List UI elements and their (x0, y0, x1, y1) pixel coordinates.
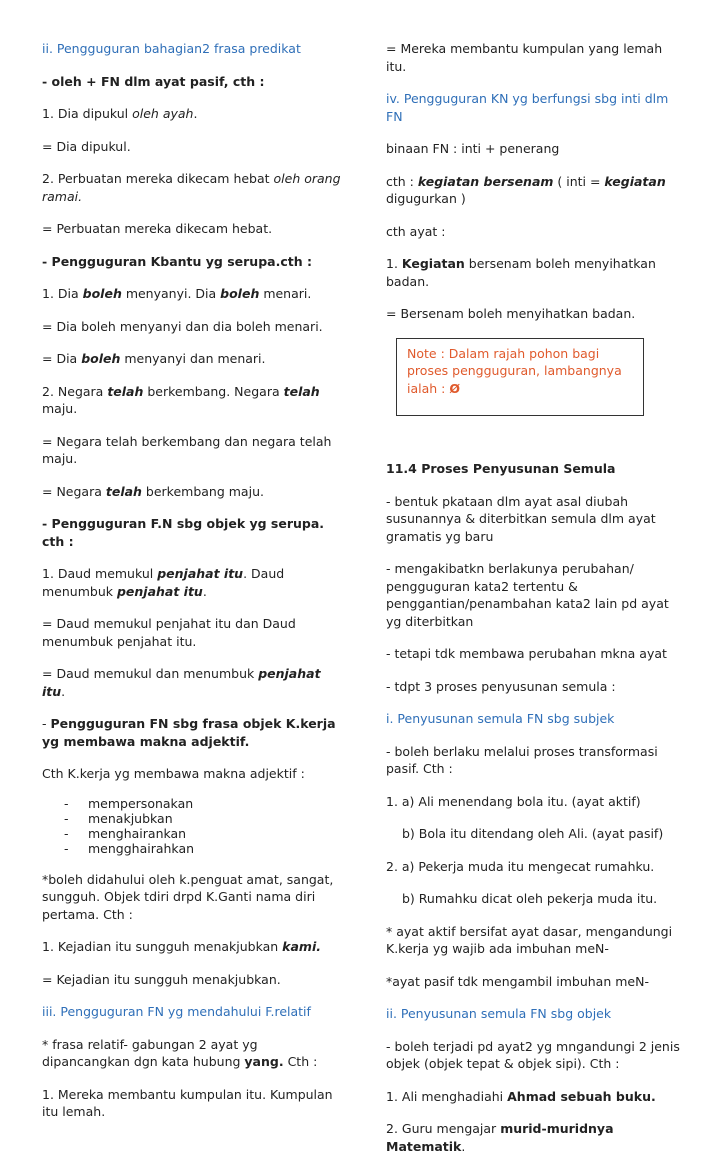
bullet-paragraph: - boleh berlaku melalui proses transformasi pasif. Cth : (386, 743, 658, 776)
list-item: - mengghairahkan (64, 841, 344, 856)
section-heading-frasa-relatif: iii. Pengguguran FN yg mendahului F.relatif (42, 1004, 311, 1019)
example-sentence: 1. Kejadian itu sungguh menakjubkan kami. (42, 939, 321, 954)
subheading-objek-kkerja: - Pengguguran FN sbg frasa objek K.kerja yg membawa makna adjektif. (42, 716, 336, 749)
bullet-paragraph: - tdpt 3 proses penyusunan semula : (386, 678, 616, 694)
example-sentence: 1. a) Ali menendang bola itu. (ayat aktif) (386, 793, 641, 809)
verb-list (42, 796, 344, 856)
list-item: - menghairankan (64, 826, 344, 841)
note-paragraph: * ayat aktif bersifat ayat dasar, mengandungi K.kerja yg wajib ada imbuhan meN- (386, 923, 673, 956)
left-column (42, 40, 344, 1121)
example-result: = Negara telah berkembang maju. (42, 483, 264, 499)
example-result: = Bersenam boleh menyihatkan badan. (386, 306, 636, 321)
bullet-paragraph: - tetapi tdk membawa perubahan mkna ayat (386, 646, 667, 661)
example-sentence: cth : kegiatan bersenam ( inti = kegiatan digugurkan ) (386, 173, 666, 206)
example-sentence: 1. Kegiatan bersenam boleh menyihatkan badan. (386, 256, 656, 289)
example-sentence: 1. Ali menghadiahi Ahmad sebuah buku. (386, 1088, 656, 1104)
bullet-paragraph: - boleh terjadi pd ayat2 yg mngandungi 2 jenis objek (objek tepat & objek sipi). Cth : (386, 1038, 680, 1071)
example-sentence: 2. Perbuatan mereka dikecam hebat oleh orang ramai. (42, 171, 341, 204)
example-result: = Daud memukul dan menumbuk penjahat itu. (42, 666, 321, 699)
section-heading-fn-subjek: i. Penyusunan semula FN sbg subjek (386, 711, 615, 726)
example-result: = Daud memukul penjahat itu dan Daud menumbuk penjahat itu. (42, 616, 296, 649)
example-sentence: 2. a) Pekerja muda itu mengecat rumahku. (386, 858, 655, 874)
section-heading-penyusunan-semula: 11.4 Proses Penyusunan Semula (386, 461, 616, 476)
list-item: - mempersonakan (64, 796, 344, 811)
example-sentence: b) Rumahku dicat oleh pekerja muda itu. (402, 891, 658, 906)
bullet-paragraph: - mengakibatkn berlakunya perubahan/ pengguguran kata2 tertentu & penggantian/penambahan kata2 lain pd ayat yg diterbitkan (386, 561, 669, 629)
example-result: = Dia boleh menyanyi dan menari. (42, 351, 266, 366)
subheading-objek-serupa: - Pengguguran F.N sbg objek yg serupa. cth : (42, 516, 325, 549)
example-result: = Dia dipukul. (42, 138, 131, 154)
note-paragraph: *ayat pasif tdk mengambil imbuhan meN- (386, 973, 649, 989)
example-sentence: 1. Daud memukul penjahat itu. Daud menumbuk penjahat itu. (42, 566, 285, 599)
example-label: cth ayat : (386, 223, 446, 239)
example-sentence: 1. Dia boleh menyanyi. Dia boleh menari. (42, 286, 312, 301)
note-paragraph: *boleh didahului oleh k.penguat amat, sangat, sungguh. Objek tdiri drpd K.Ganti nama diri pertama. Cth : (42, 871, 334, 922)
note-text: Note : Dalam rajah pohon bagi proses pengguguran, lambangnya ialah : (407, 345, 622, 396)
example-sentence: 1. Dia dipukul oleh ayah. (42, 106, 198, 121)
example-sentence: b) Bola itu ditendang oleh Ali. (ayat pasif) (402, 826, 664, 841)
subheading-oleh-fn: - oleh + FN dlm ayat pasif, cth : (42, 73, 265, 89)
example-result: = Kejadian itu sungguh menakjubkan. (42, 971, 281, 987)
definition-paragraph: * frasa relatif- gabungan 2 ayat yg dipancangkan dgn kata hubung yang. Cth : (42, 1036, 318, 1069)
list-item: - menakjubkan (64, 811, 344, 826)
example-result: = Negara telah berkembang dan negara telah maju. (42, 433, 332, 466)
note-box (396, 338, 644, 417)
subheading-kbantu: - Pengguguran Kbantu yg serupa.cth : (42, 253, 312, 269)
section-heading-inti-fn: iv. Pengguguran KN yg berfungsi sbg inti dlm FN (386, 91, 669, 124)
binaan-line: binaan FN : inti + penerang (386, 141, 560, 156)
example-result: = Mereka membantu kumpulan yang lemah itu. (386, 41, 663, 74)
example-sentence: 1. Mereka membantu kumpulan itu. Kumpulan itu lemah. (42, 1086, 333, 1119)
bullet-paragraph: - bentuk pkataan dlm ayat asal diubah susunannya & diterbitkan semula dlm ayat gramatis yg baru (386, 493, 656, 544)
example-result: = Dia boleh menyanyi dan dia boleh menari. (42, 318, 323, 334)
example-sentence: 2. Negara telah berkembang. Negara telah maju. (42, 383, 320, 416)
section-heading-fn-objek: ii. Penyusunan semula FN sbg objek (386, 1006, 612, 1021)
section-heading-frasa-predikat: ii. Pengguguran bahagian2 frasa predikat (42, 41, 301, 56)
example-sentence: 2. Guru mengajar murid-muridnya Matematik. (386, 1121, 614, 1154)
list-intro: Cth K.kerja yg membawa makna adjektif : (42, 766, 305, 781)
right-column (386, 40, 686, 1155)
empty-set-symbol: Ø (449, 380, 460, 396)
example-result: = Perbuatan mereka dikecam hebat. (42, 221, 273, 236)
